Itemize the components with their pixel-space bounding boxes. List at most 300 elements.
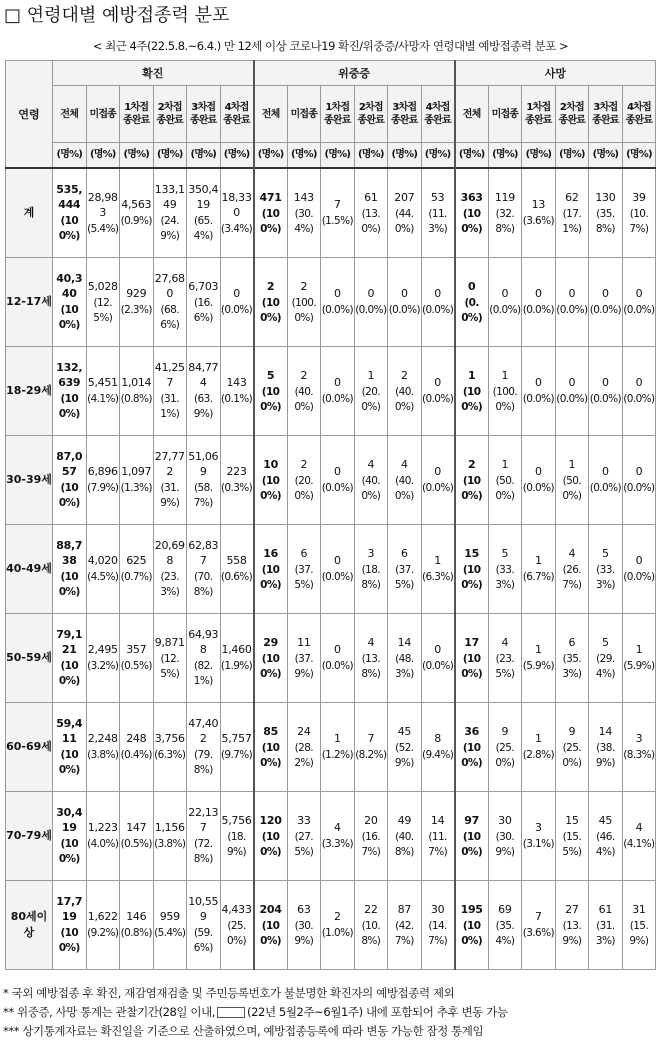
table-row bbox=[6, 436, 656, 525]
cell-percent: (79.8%) bbox=[193, 749, 213, 776]
cell-count: 1 bbox=[501, 368, 509, 382]
cell-count: 51,069 bbox=[188, 450, 219, 478]
cell-count: 14 bbox=[598, 724, 613, 738]
data-cell bbox=[622, 168, 656, 258]
cell-percent: (11.3%) bbox=[428, 207, 448, 235]
data-cell bbox=[555, 168, 589, 258]
cell-percent: (0.0%) bbox=[421, 660, 454, 672]
cell-percent: (25.0%) bbox=[227, 919, 247, 947]
cell-count: 45 bbox=[598, 813, 613, 827]
cell-count: 0 bbox=[333, 465, 341, 478]
data-cell bbox=[86, 168, 120, 258]
cell-count: 6 bbox=[400, 546, 408, 560]
unit-header-death-5: (명%) bbox=[622, 143, 656, 169]
cell-count: 1,156 bbox=[154, 821, 185, 834]
cell-percent: (63.9%) bbox=[193, 393, 213, 420]
data-cell bbox=[522, 436, 556, 525]
cell-count: 10,559 bbox=[188, 895, 219, 923]
data-cell bbox=[421, 436, 455, 525]
data-cell bbox=[53, 436, 87, 525]
age-label: 60-69세 bbox=[6, 703, 53, 792]
cell-percent: (0.0%) bbox=[321, 482, 353, 494]
data-cell bbox=[86, 525, 120, 614]
data-cell bbox=[555, 525, 589, 614]
cell-count: 0 bbox=[635, 554, 643, 567]
data-cell bbox=[120, 436, 154, 525]
cell-count: 3 bbox=[367, 546, 375, 560]
data-cell bbox=[220, 614, 254, 703]
cell-count: 471 bbox=[259, 190, 282, 204]
col-header-confirmed-2: 1차접종완료 bbox=[120, 86, 154, 143]
cell-percent: (100%) bbox=[461, 563, 483, 591]
age-label: 80세이상 bbox=[6, 881, 53, 970]
cell-percent: (10.8%) bbox=[361, 919, 381, 947]
cell-percent: (13.9%) bbox=[562, 919, 582, 947]
cell-percent: (2.3%) bbox=[120, 304, 152, 316]
cell-percent: (0.0%) bbox=[589, 393, 622, 405]
cell-percent: (70.8%) bbox=[193, 571, 213, 598]
group-header-death: 사망 bbox=[455, 61, 656, 86]
cell-count: 14 bbox=[397, 635, 412, 649]
table-row bbox=[6, 792, 656, 881]
data-cell bbox=[522, 792, 556, 881]
cell-percent: (40.0%) bbox=[394, 385, 414, 413]
cell-percent: (1.0%) bbox=[321, 927, 353, 939]
cell-count: 6 bbox=[300, 546, 308, 560]
data-cell bbox=[421, 703, 455, 792]
footnotes bbox=[3, 984, 508, 1041]
data-cell bbox=[287, 258, 321, 347]
cell-count: 1 bbox=[535, 643, 542, 656]
data-cell bbox=[187, 258, 221, 347]
cell-percent: (35.3%) bbox=[562, 652, 582, 680]
data-cell bbox=[488, 347, 522, 436]
cell-count: 0 bbox=[635, 465, 643, 478]
data-cell bbox=[321, 614, 355, 703]
cell-count: 204 bbox=[259, 902, 282, 916]
cell-percent: (50.0%) bbox=[495, 474, 515, 502]
cell-count: 4 bbox=[333, 821, 341, 834]
cell-percent: (6.7%) bbox=[522, 571, 555, 583]
cell-count: 79,121 bbox=[56, 628, 83, 656]
cell-percent: (0.0%) bbox=[461, 296, 483, 324]
cell-count: 0 bbox=[635, 376, 643, 389]
data-cell bbox=[421, 881, 455, 970]
data-cell bbox=[555, 347, 589, 436]
cell-percent: (3.2%) bbox=[87, 660, 119, 672]
cell-count: 87,057 bbox=[56, 450, 83, 478]
table-row bbox=[6, 168, 656, 258]
col-header-death-1: 미접종 bbox=[488, 86, 522, 143]
cell-percent: (100%) bbox=[461, 474, 483, 502]
cell-count: 350,419 bbox=[188, 183, 219, 211]
cell-percent: (0.1%) bbox=[220, 393, 253, 405]
data-cell bbox=[488, 703, 522, 792]
cell-count: 84,774 bbox=[188, 361, 219, 389]
cell-percent: (0.5%) bbox=[120, 660, 152, 672]
data-cell bbox=[254, 258, 288, 347]
cell-percent: (0.0%) bbox=[623, 571, 655, 583]
cell-percent: (100%) bbox=[58, 749, 80, 776]
cell-count: 4 bbox=[501, 635, 509, 649]
cell-percent: (100%) bbox=[260, 385, 281, 413]
cell-count: 0 bbox=[535, 287, 542, 300]
cell-count: 3,756 bbox=[154, 732, 185, 745]
cell-percent: (0.0%) bbox=[421, 304, 454, 316]
cell-count: 64,938 bbox=[188, 628, 219, 656]
data-cell bbox=[254, 881, 288, 970]
data-cell bbox=[455, 525, 489, 614]
data-cell bbox=[120, 258, 154, 347]
cell-count: 5 bbox=[266, 368, 275, 382]
data-cell bbox=[555, 881, 589, 970]
cell-count: 1 bbox=[501, 457, 509, 471]
cell-count: 195 bbox=[460, 902, 483, 916]
table-row bbox=[6, 703, 656, 792]
data-cell bbox=[555, 703, 589, 792]
cell-percent: (0.0%) bbox=[556, 393, 588, 405]
data-cell bbox=[321, 168, 355, 258]
cell-percent: (30.9%) bbox=[294, 919, 314, 947]
cell-count: 207 bbox=[394, 190, 415, 204]
cell-percent: (100%) bbox=[58, 393, 80, 420]
data-cell bbox=[488, 614, 522, 703]
data-cell bbox=[589, 792, 623, 881]
cell-count: 147 bbox=[126, 821, 147, 834]
cell-count: 0 bbox=[602, 465, 609, 478]
cell-percent: (13.0%) bbox=[361, 207, 381, 235]
cell-count: 5,756 bbox=[221, 813, 252, 827]
cell-count: 97 bbox=[464, 813, 479, 827]
cell-count: 5 bbox=[602, 635, 609, 649]
cell-count: 9 bbox=[501, 724, 509, 738]
cell-count: 2 bbox=[467, 457, 476, 471]
data-cell bbox=[321, 525, 355, 614]
cell-percent: (0.6%) bbox=[220, 571, 253, 583]
cell-percent: (0.0%) bbox=[388, 304, 420, 316]
age-label: 50-59세 bbox=[6, 614, 53, 703]
cell-count: 27 bbox=[565, 902, 579, 916]
data-cell bbox=[589, 881, 623, 970]
cell-count: 30 bbox=[498, 813, 512, 827]
data-cell bbox=[187, 525, 221, 614]
cell-percent: (100%) bbox=[58, 838, 80, 865]
cell-percent: (72.8%) bbox=[193, 838, 213, 865]
data-cell bbox=[254, 436, 288, 525]
age-label: 70-79세 bbox=[6, 792, 53, 881]
cell-count: 5,451 bbox=[87, 376, 118, 389]
cell-percent: (44.0%) bbox=[394, 207, 414, 235]
cell-count: 31 bbox=[632, 902, 646, 916]
data-cell bbox=[555, 614, 589, 703]
cell-count: 45 bbox=[397, 724, 412, 738]
col-header-confirmed-1: 미접종 bbox=[86, 86, 120, 143]
data-cell bbox=[86, 614, 120, 703]
cell-count: 1,622 bbox=[87, 910, 118, 923]
cell-count: 1 bbox=[535, 732, 542, 745]
data-cell bbox=[287, 525, 321, 614]
cell-count: 15 bbox=[565, 813, 579, 827]
cell-percent: (9.7%) bbox=[220, 749, 253, 761]
cell-percent: (82.1%) bbox=[193, 660, 213, 687]
cell-percent: (0.0%) bbox=[489, 304, 521, 316]
cell-percent: (35.8%) bbox=[595, 207, 615, 235]
cell-count: 61 bbox=[364, 190, 378, 204]
data-cell bbox=[522, 614, 556, 703]
cell-count: 3 bbox=[635, 732, 643, 745]
unit-header-death-1: (명%) bbox=[488, 143, 522, 169]
cell-percent: (3.6%) bbox=[522, 927, 555, 939]
cell-percent: (38.9%) bbox=[595, 741, 615, 769]
cell-count: 0 bbox=[467, 279, 476, 293]
cell-count: 0 bbox=[501, 287, 509, 300]
cell-percent: (40.8%) bbox=[394, 830, 414, 858]
cell-percent: (16.6%) bbox=[193, 296, 213, 324]
cell-percent: (12.5%) bbox=[160, 652, 180, 680]
cell-count: 36 bbox=[464, 724, 479, 738]
data-cell bbox=[120, 347, 154, 436]
cell-percent: (26.7%) bbox=[562, 563, 582, 591]
cell-percent: (3.8%) bbox=[154, 838, 186, 850]
data-cell bbox=[589, 347, 623, 436]
cell-count: 59,411 bbox=[56, 717, 83, 745]
cell-count: 0 bbox=[233, 287, 240, 300]
data-cell bbox=[287, 436, 321, 525]
cell-count: 625 bbox=[126, 554, 147, 567]
data-cell bbox=[53, 881, 87, 970]
cell-count: 4 bbox=[367, 635, 375, 649]
data-cell bbox=[254, 614, 288, 703]
cell-percent: (0.0%) bbox=[355, 304, 387, 316]
table-row bbox=[6, 525, 656, 614]
cell-percent: (0.0%) bbox=[623, 393, 655, 405]
cell-count: 8 bbox=[434, 732, 441, 745]
data-cell bbox=[321, 703, 355, 792]
cell-count: 119 bbox=[494, 190, 515, 204]
data-cell bbox=[53, 258, 87, 347]
data-cell bbox=[388, 792, 422, 881]
cell-percent: (8.2%) bbox=[355, 749, 387, 761]
cell-percent: (100%) bbox=[58, 215, 80, 242]
data-cell bbox=[287, 347, 321, 436]
data-cell bbox=[220, 258, 254, 347]
cell-count: 535,444 bbox=[56, 183, 83, 211]
cell-count: 0 bbox=[333, 287, 341, 300]
cell-percent: (40.0%) bbox=[361, 474, 381, 502]
unit-header-confirmed-5: (명%) bbox=[220, 143, 254, 169]
data-cell bbox=[622, 703, 656, 792]
data-cell bbox=[354, 614, 388, 703]
cell-count: 6,703 bbox=[188, 279, 219, 293]
cell-count: 7 bbox=[367, 732, 375, 745]
col-header-severe-0: 전체 bbox=[254, 86, 288, 143]
data-cell bbox=[589, 614, 623, 703]
cell-count: 0 bbox=[434, 376, 441, 389]
col-header-severe-2: 1차접종완료 bbox=[321, 86, 355, 143]
cell-percent: (50.0%) bbox=[562, 474, 582, 502]
cell-count: 0 bbox=[434, 643, 441, 656]
cell-percent: (31.9%) bbox=[160, 482, 180, 509]
cell-percent: (58.7%) bbox=[193, 482, 213, 509]
data-cell bbox=[120, 881, 154, 970]
data-cell bbox=[86, 703, 120, 792]
data-cell bbox=[53, 703, 87, 792]
data-cell bbox=[388, 168, 422, 258]
cell-percent: (100%) bbox=[58, 660, 80, 687]
data-cell bbox=[187, 881, 221, 970]
cell-count: 49 bbox=[397, 813, 412, 827]
cell-count: 1 bbox=[467, 368, 476, 382]
cell-count: 130 bbox=[595, 190, 616, 204]
col-header-death-4: 3차접종완료 bbox=[589, 86, 623, 143]
cell-count: 10 bbox=[263, 457, 278, 471]
cell-percent: (100%) bbox=[260, 296, 281, 324]
cell-count: 0 bbox=[602, 376, 609, 389]
col-header-confirmed-4: 3차접종완료 bbox=[187, 86, 221, 143]
data-cell bbox=[388, 614, 422, 703]
data-cell bbox=[153, 168, 187, 258]
data-cell bbox=[421, 347, 455, 436]
cell-percent: (68.6%) bbox=[160, 304, 180, 331]
data-cell bbox=[53, 792, 87, 881]
cell-percent: (40.0%) bbox=[294, 385, 314, 413]
cell-percent: (20.0%) bbox=[294, 474, 314, 502]
col-header-death-2: 1차접종완료 bbox=[522, 86, 556, 143]
age-label: 30-39세 bbox=[6, 436, 53, 525]
cell-count: 929 bbox=[126, 287, 147, 300]
cell-count: 27,680 bbox=[154, 272, 185, 300]
cell-percent: (100%) bbox=[260, 652, 281, 680]
data-cell bbox=[254, 525, 288, 614]
cell-percent: (25.0%) bbox=[495, 741, 515, 769]
data-cell bbox=[622, 525, 656, 614]
data-cell bbox=[187, 614, 221, 703]
cell-percent: (100%) bbox=[260, 207, 281, 235]
cell-percent: (3.3%) bbox=[321, 838, 353, 850]
cell-percent: (27.5%) bbox=[294, 830, 314, 858]
data-cell bbox=[455, 614, 489, 703]
cell-percent: (4.5%) bbox=[87, 571, 119, 583]
unit-header-confirmed-4: (명%) bbox=[187, 143, 221, 169]
cell-count: 120 bbox=[259, 813, 282, 827]
age-label: 12-17세 bbox=[6, 258, 53, 347]
unit-header-confirmed-1: (명%) bbox=[86, 143, 120, 169]
footnote-2a: ** 위중증, 사망 통계는 관찰기간(28일 이내, bbox=[3, 1005, 216, 1019]
data-cell bbox=[153, 614, 187, 703]
table-row bbox=[6, 258, 656, 347]
cell-percent: (0.0%) bbox=[321, 571, 353, 583]
cell-percent: (37.9%) bbox=[294, 652, 314, 680]
cell-percent: (100%) bbox=[461, 652, 483, 680]
cell-percent: (100%) bbox=[260, 830, 281, 858]
cell-percent: (15.9%) bbox=[629, 919, 649, 947]
data-cell bbox=[589, 168, 623, 258]
data-cell bbox=[488, 258, 522, 347]
data-cell bbox=[388, 881, 422, 970]
data-cell bbox=[589, 525, 623, 614]
cell-percent: (7.9%) bbox=[87, 482, 119, 494]
cell-percent: (59.6%) bbox=[193, 927, 213, 954]
cell-count: 7 bbox=[535, 910, 542, 923]
cell-percent: (25.0%) bbox=[562, 741, 582, 769]
cell-percent: (10.7%) bbox=[629, 207, 649, 235]
unit-header-death-4: (명%) bbox=[589, 143, 623, 169]
cell-percent: (16.7%) bbox=[361, 830, 381, 858]
cell-count: 33 bbox=[297, 813, 311, 827]
unit-header-severe-0: (명%) bbox=[254, 143, 288, 169]
cell-percent: (100%) bbox=[461, 741, 483, 769]
data-cell bbox=[254, 703, 288, 792]
data-cell bbox=[421, 614, 455, 703]
data-cell bbox=[622, 258, 656, 347]
data-cell bbox=[421, 792, 455, 881]
cell-percent: (0.0%) bbox=[421, 482, 454, 494]
cell-percent: (2.8%) bbox=[522, 749, 555, 761]
cell-count: 1 bbox=[434, 554, 441, 567]
cell-count: 0 bbox=[434, 287, 441, 300]
cell-count: 0 bbox=[568, 376, 576, 389]
cell-count: 4,433 bbox=[221, 902, 252, 916]
data-cell bbox=[120, 614, 154, 703]
data-cell bbox=[488, 436, 522, 525]
cell-percent: (12.5%) bbox=[93, 296, 113, 324]
cell-percent: (33.3%) bbox=[595, 563, 615, 591]
cell-count: 13 bbox=[531, 198, 546, 211]
cell-percent: (3.8%) bbox=[87, 749, 119, 761]
cell-percent: (100%) bbox=[58, 482, 80, 509]
data-cell bbox=[388, 347, 422, 436]
cell-percent: (100%) bbox=[58, 571, 80, 598]
group-header-severe: 위중증 bbox=[254, 61, 455, 86]
unit-header-death-0: (명%) bbox=[455, 143, 489, 169]
cell-count: 0 bbox=[568, 287, 576, 300]
cell-count: 2,495 bbox=[87, 643, 118, 656]
data-cell bbox=[53, 168, 87, 258]
data-cell bbox=[388, 258, 422, 347]
age-label: 40-49세 bbox=[6, 525, 53, 614]
cell-count: 4 bbox=[367, 457, 375, 471]
cell-percent: (13.8%) bbox=[361, 652, 381, 680]
cell-count: 357 bbox=[126, 643, 147, 656]
cell-count: 5 bbox=[602, 546, 609, 560]
data-cell bbox=[455, 347, 489, 436]
cell-count: 2 bbox=[266, 279, 275, 293]
data-cell bbox=[354, 525, 388, 614]
cell-count: 9,871 bbox=[154, 635, 185, 649]
cell-count: 4,020 bbox=[87, 554, 118, 567]
cell-percent: (18.8%) bbox=[361, 563, 381, 591]
data-cell bbox=[488, 792, 522, 881]
data-cell bbox=[220, 347, 254, 436]
cell-count: 11 bbox=[297, 635, 311, 649]
data-cell bbox=[455, 258, 489, 347]
cell-percent: (5.9%) bbox=[623, 660, 655, 672]
col-header-death-3: 2차접종완료 bbox=[555, 86, 589, 143]
data-cell bbox=[622, 436, 656, 525]
cell-percent: (37.5%) bbox=[294, 563, 314, 591]
data-cell bbox=[153, 258, 187, 347]
data-cell bbox=[120, 703, 154, 792]
data-cell bbox=[220, 436, 254, 525]
data-cell bbox=[522, 258, 556, 347]
data-cell bbox=[354, 347, 388, 436]
footnote-2 bbox=[3, 1003, 508, 1022]
group-header-confirmed: 확진 bbox=[53, 61, 254, 86]
cell-count: 47,402 bbox=[188, 717, 219, 745]
cell-count: 63 bbox=[297, 902, 311, 916]
data-cell bbox=[388, 703, 422, 792]
data-cell bbox=[220, 703, 254, 792]
